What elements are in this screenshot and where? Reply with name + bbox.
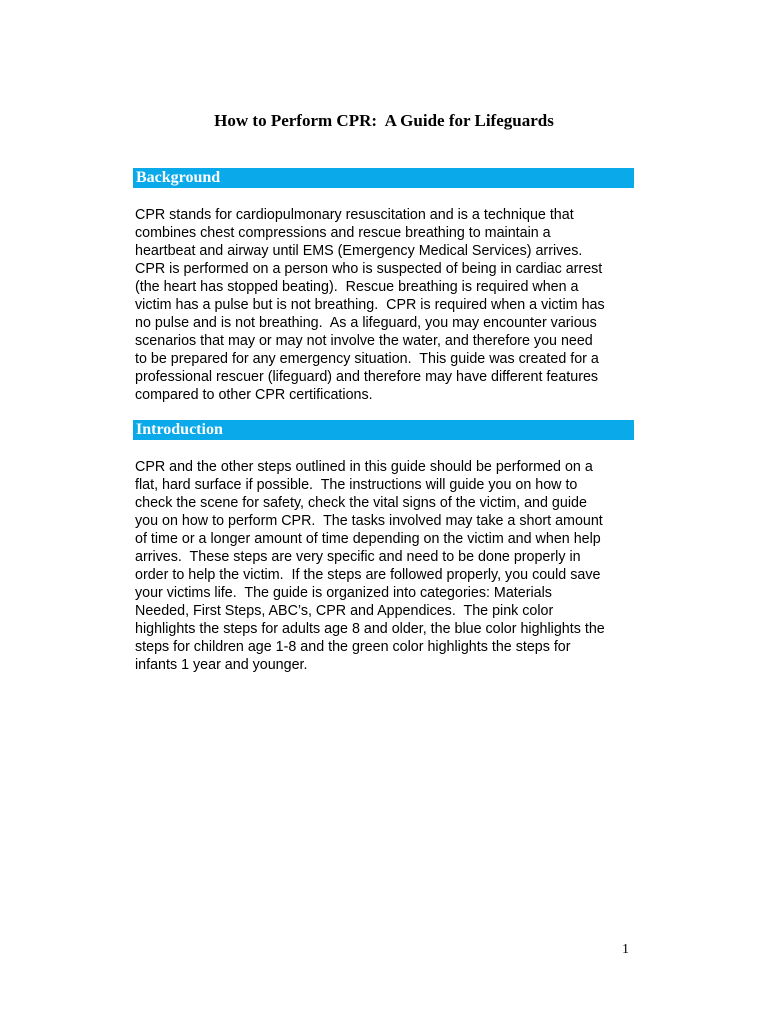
paragraph-line: CPR stands for cardiopulmonary resuscitation and is a technique that <box>135 207 574 223</box>
paragraph-line: (the heart has stopped beating). Rescue breathing is required when a <box>135 279 579 295</box>
section-heading-introduction: Introduction <box>136 421 223 438</box>
paragraph-line: you on how to perform CPR. The tasks involved may take a short amount <box>135 513 603 529</box>
paragraph-line: to be prepared for any emergency situation. This guide was created for a <box>135 351 599 367</box>
paragraph-line: professional rescuer (lifeguard) and therefore may have different features <box>135 369 599 385</box>
paragraph-line: flat, hard surface if possible. The instructions will guide you on how to <box>135 477 578 493</box>
paragraph-line: check the scene for safety, check the vital signs of the victim, and guide <box>135 495 587 511</box>
document-title: How to Perform CPR: A Guide for Lifeguards <box>214 111 554 130</box>
page-number: 1 <box>622 942 629 957</box>
introduction-paragraph <box>135 458 640 674</box>
paragraph-line: scenarios that may or may not involve the water, and therefore you need <box>135 333 593 349</box>
background-paragraph <box>135 206 640 404</box>
paragraph-line: steps for children age 1-8 and the green color highlights the steps for <box>135 639 571 655</box>
paragraph-line: of time or a longer amount of time depending on the victim and when help <box>135 531 601 547</box>
paragraph-line: arrives. These steps are very specific and need to be done properly in <box>135 549 581 565</box>
paragraph-line: infants 1 year and younger. <box>135 657 308 673</box>
section-header-background <box>133 168 634 188</box>
section-header-introduction <box>133 420 634 440</box>
section-heading-background: Background <box>136 169 221 186</box>
paragraph-line: Needed, First Steps, ABC’s, CPR and Appendices. The pink color <box>135 603 554 619</box>
paragraph-line: order to help the victim. If the steps are followed properly, you could save <box>135 567 601 583</box>
paragraph-line: heartbeat and airway until EMS (Emergency Medical Services) arrives. <box>135 243 583 259</box>
paragraph-line: your victims life. The guide is organized into categories: Materials <box>135 585 552 601</box>
paragraph-line: compared to other CPR certifications. <box>135 387 373 403</box>
paragraph-line: highlights the steps for adults age 8 and older, the blue color highlights the <box>135 621 605 637</box>
paragraph-line: combines chest compressions and rescue breathing to maintain a <box>135 225 551 241</box>
paragraph-line: no pulse and is not breathing. As a lifeguard, you may encounter various <box>135 315 597 331</box>
paragraph-line: victim has a pulse but is not breathing. CPR is required when a victim has <box>135 297 605 313</box>
paragraph-line: CPR and the other steps outlined in this guide should be performed on a <box>135 459 593 475</box>
paragraph-line: CPR is performed on a person who is suspected of being in cardiac arrest <box>135 261 603 277</box>
